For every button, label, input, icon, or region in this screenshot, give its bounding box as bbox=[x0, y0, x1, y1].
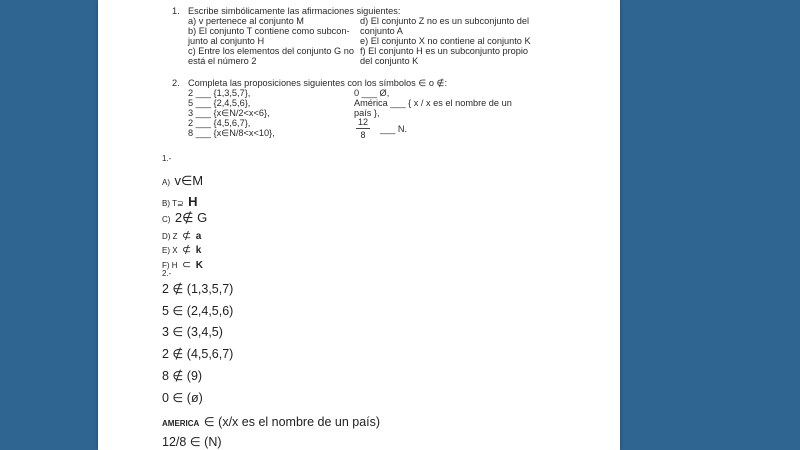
answer-b bbox=[162, 194, 198, 210]
answer-f-letter: K bbox=[195, 260, 203, 271]
exercise-2-left-4: 8 ___ {x∈N/8<x<10}, bbox=[188, 128, 275, 138]
exercise-2-number: 2. bbox=[172, 78, 180, 88]
fraction-twelve-eighths bbox=[356, 117, 370, 140]
answer-list-item-5: 0 ∈ (ø) bbox=[162, 391, 203, 405]
answer-b-symbol: ⊇ bbox=[176, 199, 184, 208]
answer-list-item-4: 8 ∉ (9) bbox=[162, 369, 203, 383]
fraction-numerator: 12 bbox=[357, 117, 368, 127]
answer-e-letter: k bbox=[195, 245, 202, 256]
exercise-2-left-0: 2 ___ {1,3,5,7}, bbox=[188, 88, 251, 98]
answer-b-prefix: B) T bbox=[162, 199, 177, 208]
exercise-1-left-4: está el número 2 bbox=[188, 56, 257, 66]
answer-e-symbol: ⊄ bbox=[182, 244, 192, 256]
exercise-1-left-3: c) Entre los elementos del conjunto G no bbox=[188, 46, 354, 56]
answers-heading-1: 1.- bbox=[162, 154, 172, 163]
answer-america-rest: ∈ (x/x es el nombre de un país) bbox=[203, 415, 381, 429]
answer-f-prefix: F) H bbox=[162, 261, 178, 270]
exercise-1-right-1: conjunto A bbox=[360, 26, 403, 36]
exercise-1-number: 1. bbox=[172, 6, 180, 16]
exercise-2-right-2: país }, bbox=[354, 108, 380, 118]
answers-heading-2: 2.- bbox=[162, 269, 172, 278]
answer-list-item-1: 5 ∈ (2,4,5,6) bbox=[162, 304, 234, 318]
answer-d-prefix: D) Z bbox=[162, 232, 178, 241]
answer-c bbox=[162, 210, 207, 226]
answer-d-letter: a bbox=[195, 231, 202, 242]
exercise-1-right-4: del conjunto K bbox=[360, 56, 419, 66]
answer-c-prefix: C) bbox=[162, 215, 171, 224]
exercise-2-left-2: 3 ___ {x∈N/2<x<6}, bbox=[188, 108, 270, 118]
exercise-2-left-1: 5 ___ {2,4,5,6}, bbox=[188, 98, 251, 108]
answer-america bbox=[162, 414, 380, 430]
exercise-1-right-2: e) El conjunto X no contiene al conjunto K bbox=[360, 36, 531, 46]
answer-b-letter: H bbox=[188, 194, 198, 209]
document-page bbox=[98, 0, 620, 450]
answer-d-symbol: ⊄ bbox=[182, 230, 192, 242]
exercise-1-right-3: f) El conjunto H es un subconjunto propio bbox=[360, 46, 529, 56]
answer-list-item-0: 2 ∉ (1,3,5,7) bbox=[162, 282, 234, 296]
exercise-1-right-0: d) El conjunto Z no es un subconjunto del bbox=[360, 16, 530, 26]
answer-a bbox=[162, 173, 203, 189]
fraction-denominator: 8 bbox=[360, 130, 366, 140]
exercise-2-right-1: América ___ { x / x es el nombre de un bbox=[354, 98, 512, 108]
answer-a-prefix: A) bbox=[162, 178, 170, 187]
exercise-1-left-2: junto al conjunto H bbox=[188, 36, 265, 46]
exercise-1-left-0: a) v pertenece al conjunto M bbox=[188, 16, 304, 26]
answer-e-prefix: E) X bbox=[162, 246, 178, 255]
answer-america-label: AMERICA bbox=[162, 419, 200, 428]
exercise-2-right-0: 0 ___ Ø, bbox=[354, 88, 390, 98]
answer-a-text: v∈M bbox=[174, 173, 204, 188]
fraction-bar bbox=[356, 128, 370, 129]
answer-last: 12/8 ∈ (N) bbox=[162, 435, 222, 449]
answer-list-item-3: 2 ∉ (4,5,6,7) bbox=[162, 347, 234, 361]
exercise-1-title: Escribe simbólicamente las afirmaciones siguientes: bbox=[188, 6, 401, 16]
answer-list-item-2: 3 ∈ (3,4,5) bbox=[162, 325, 223, 339]
answer-c-text: 2∉ G bbox=[174, 210, 208, 225]
exercise-2-title: Completa las proposiciones siguientes con los símbolos ∈ o ∉: bbox=[188, 78, 448, 88]
answer-f-symbol: ⊂ bbox=[182, 259, 192, 271]
exercise-2-left-3: 2 ___ {4,5,6,7}, bbox=[188, 118, 251, 128]
exercise-1-left-1: b) El conjunto T contiene como subcon- bbox=[188, 26, 350, 36]
exercise-2-right-3: ___ N. bbox=[380, 124, 408, 134]
